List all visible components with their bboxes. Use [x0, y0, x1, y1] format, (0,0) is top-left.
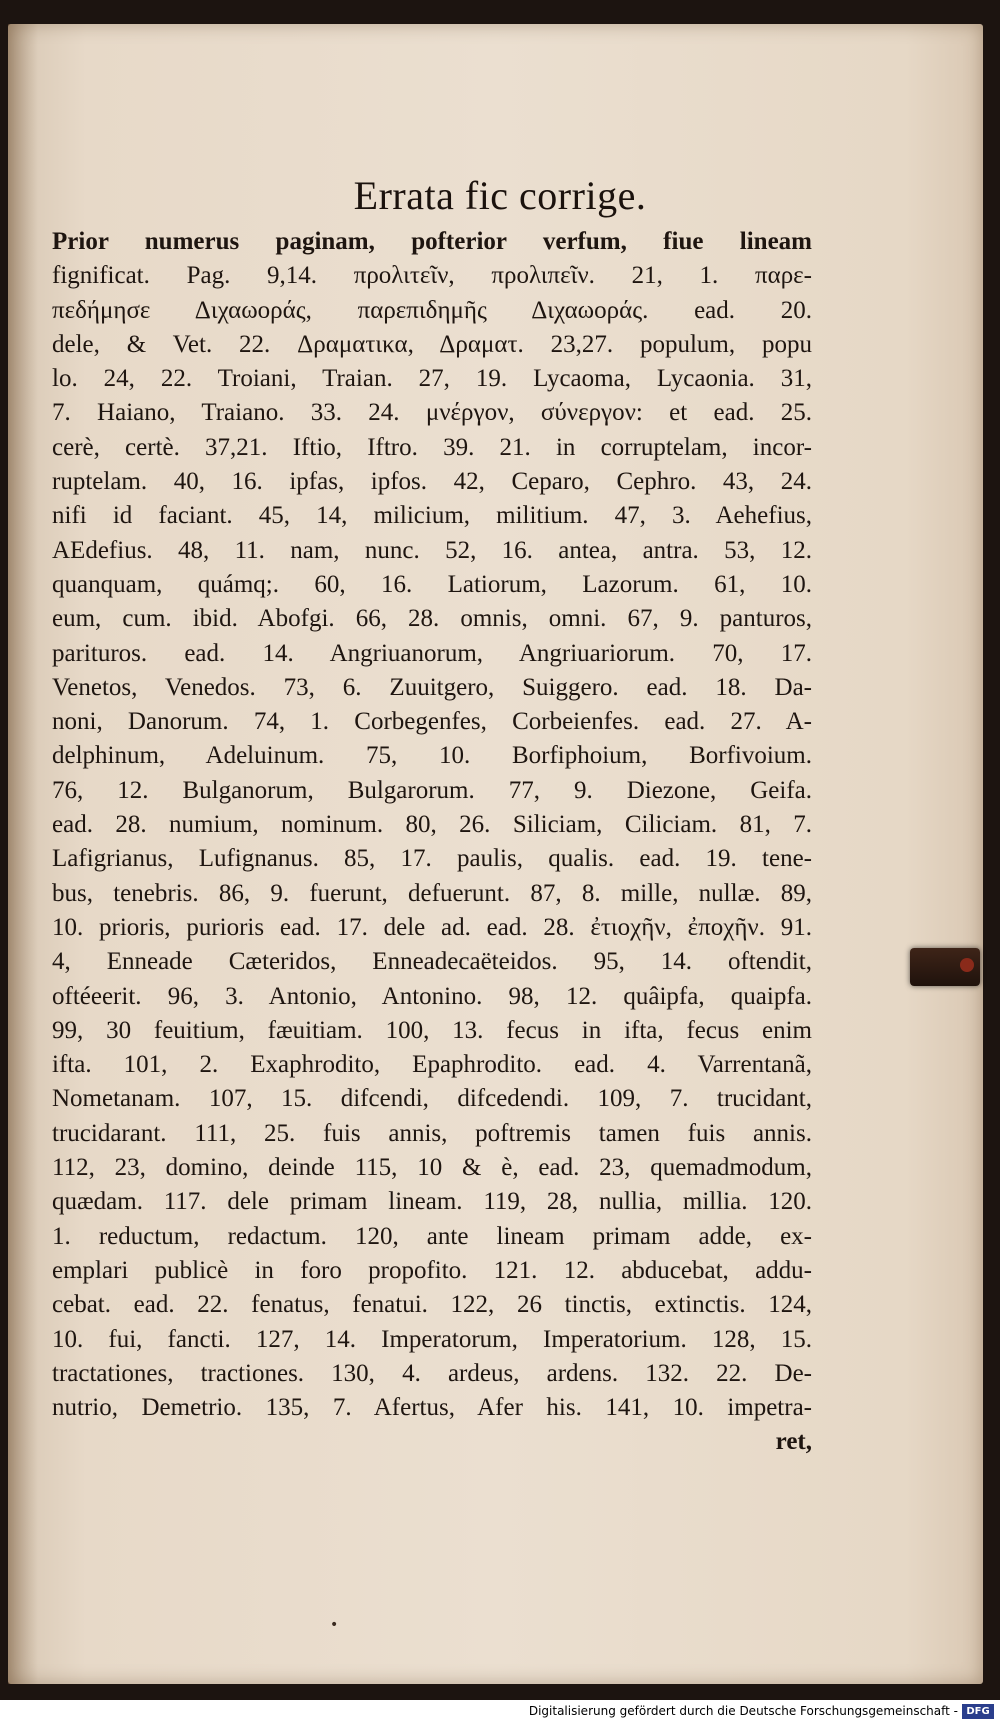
text-line: delphinum, Adeluinum. 75, 10. Borfiphoium, Borfivoium.	[52, 742, 812, 770]
text-line: πεδήμησε Διχαωοράς, παρεπιδημῆς Διχαωοράς. ead. 20.	[52, 296, 812, 324]
text-line: ead. 28. numium, nominum. 80, 26. Siliciam, Ciliciam. 81, 7.	[52, 811, 812, 839]
text-line: quanquam, quámq;. 60, 16. Latiorum, Lazorum. 61, 10.	[52, 570, 812, 598]
text-line: nifi id faciant. 45, 14, milicium, militium. 47, 3. Aehefius,	[52, 502, 812, 530]
text-line: 1. reductum, redactum. 120, ante lineam primam adde, ex-	[52, 1222, 812, 1250]
text-line: oftéeerit. 96, 3. Antonio, Antonino. 98, 12. quâipfa, quaipfa.	[52, 982, 812, 1010]
text-line: cebat. ead. 22. fenatus, fenatui. 122, 26 tinctis, extinctis. 124,	[52, 1291, 812, 1319]
text-line: bus, tenebris. 86, 9. fuerunt, defuerunt. 87, 8. mille, nullæ. 89,	[52, 879, 812, 907]
text-line: 99, 30 feuitium, fæuitiam. 100, 13. fecus in ifta, fecus enim	[52, 1016, 812, 1044]
catchword: ret,	[775, 1428, 812, 1456]
text-line: fignificat. Pag. 9,14. προλιτεῖν, προλιπεῖν. 21, 1. παρε-	[52, 262, 812, 290]
book-clasp	[910, 948, 980, 986]
text-line: dele, & Vet. 22. Δραματικα, Δραματ. 23,27. populum, popu	[52, 330, 812, 358]
text-line: 4, Enneade Cæteridos, Enneadecaëteidos. 95, 14. oftendit,	[52, 948, 812, 976]
text-line: AEdefius. 48, 11. nam, nunc. 52, 16. antea, antra. 53, 12.	[52, 536, 812, 564]
text-line: Lafigrianus, Lufignanus. 85, 17. paulis, qualis. ead. 19. tene-	[52, 845, 812, 873]
text-line: 112, 23, domino, deinde 115, 10 & è, ead. 23, quemadmodum,	[52, 1154, 812, 1182]
footer-bar	[0, 1700, 1000, 1724]
page-heading: Errata fic corrige.	[353, 173, 647, 218]
text-line: lo. 24, 22. Troiani, Traian. 27, 19. Lycaoma, Lycaonia. 31,	[52, 365, 812, 393]
dfg-logo: DFG	[962, 1704, 994, 1719]
footer-credit: Digitalisierung gefördert durch die Deutsche Forschungsgemeinschaft -	[528, 1704, 958, 1718]
text-line: parituros. ead. 14. Angriuanorum, Angriuariorum. 70, 17.	[52, 639, 812, 667]
text-line: 10. fui, fancti. 127, 14. Imperatorum, Imperatorium. 128, 15.	[52, 1325, 812, 1353]
text-line: ruptelam. 40, 16. ipfas, ipfos. 42, Ceparo, Cephro. 43, 24.	[52, 468, 812, 496]
ink-spot-icon: •	[330, 1617, 339, 1633]
text-line: quædam. 117. dele primam lineam. 119, 28, nullia, millia. 120.	[52, 1188, 812, 1216]
text-line: tractationes, tractiones. 130, 4. ardeus, ardens. 132. 22. De-	[52, 1359, 812, 1387]
text-line: nutrio, Demetrio. 135, 7. Afertus, Afer his. 141, 10. impetra-	[52, 1394, 812, 1422]
text-line: emplari publicè in foro propofito. 121. 12. abducebat, addu-	[52, 1256, 812, 1284]
text-line: noni, Danorum. 74, 1. Corbegenfes, Corbeienfes. ead. 27. A-	[52, 708, 812, 736]
text-line: 7. Haiano, Traiano. 33. 24. μνέργον, σύνεργον: et ead. 25.	[52, 399, 812, 427]
text-line: Nometanam. 107, 15. difcendi, difcedendi. 109, 7. trucidant,	[52, 1085, 812, 1113]
text-line: trucidarant. 111, 25. fuis annis, poftremis tamen fuis annis.	[52, 1119, 812, 1147]
text-line: 10. prioris, purioris ead. 17. dele ad. ead. 28. ἐτιοχῆν, ἐποχῆν. 91.	[52, 913, 812, 941]
text-line: Prior numerus paginam, pofterior verfum, fiue lineam	[52, 228, 812, 255]
text-line: eum, cum. ibid. Abofgi. 66, 28. omnis, omni. 67, 9. panturos,	[52, 605, 812, 633]
text-line: ifta. 101, 2. Exaphrodito, Epaphrodito. ead. 4. Varrentanã,	[52, 1051, 812, 1079]
errata-text-block	[52, 225, 812, 1460]
text-line: Venetos, Venedos. 73, 6. Zuuitgero, Suiggero. ead. 18. Da-	[52, 673, 812, 701]
text-line: cerè, certè. 37,21. Iftio, Iftro. 39. 21. in corruptelam, incor-	[52, 433, 812, 461]
text-line: 76, 12. Bulganorum, Bulgarorum. 77, 9. Diezone, Geifa.	[52, 776, 812, 804]
